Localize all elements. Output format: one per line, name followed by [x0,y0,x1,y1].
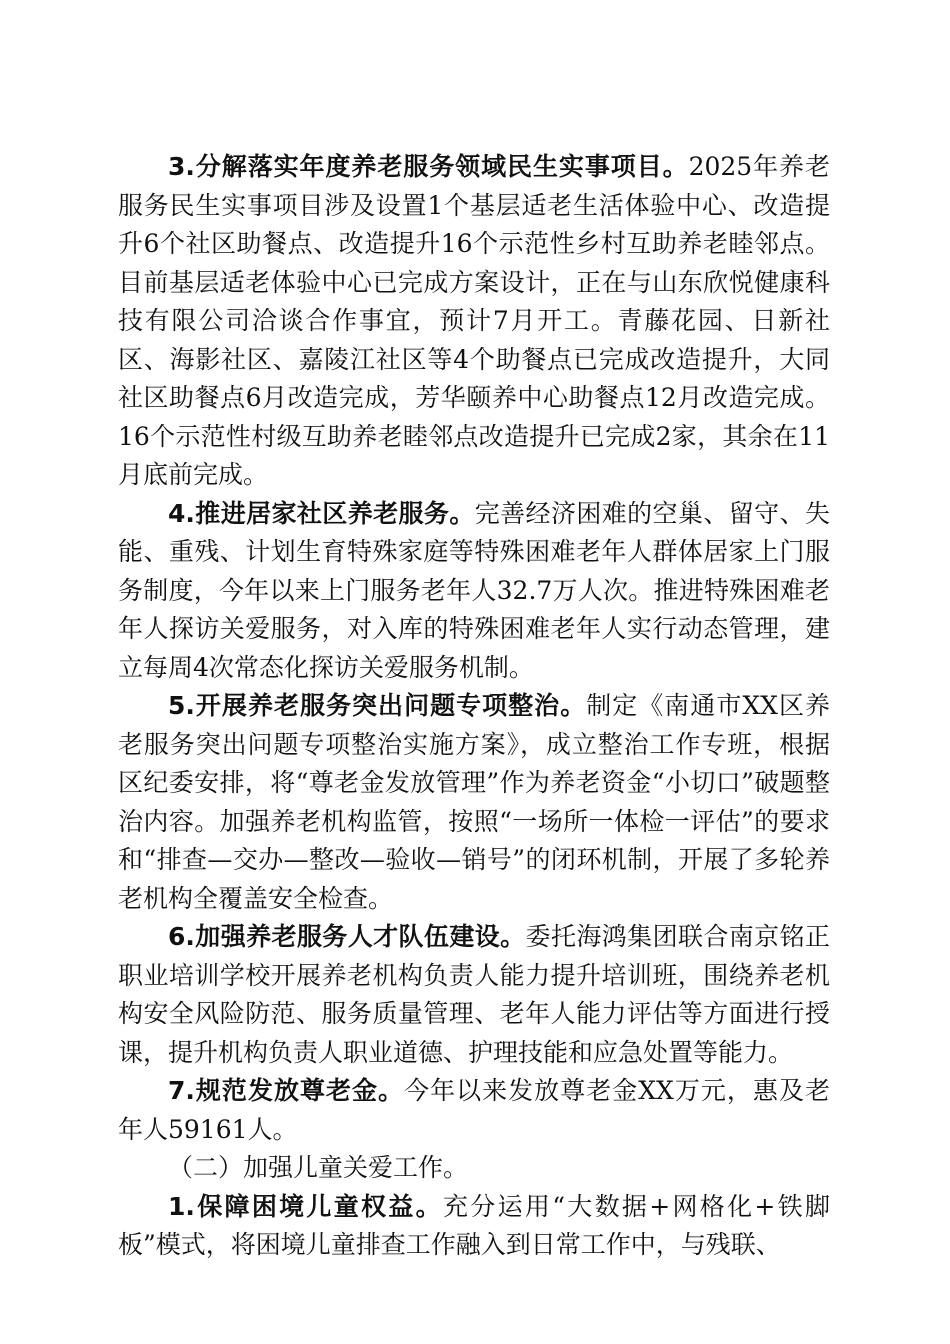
paragraph-heading: 6.加强养老服务人才队伍建设。 [168,922,526,951]
document-body [118,148,830,1265]
paragraph-5 [118,687,830,918]
paragraph-text: 今年以来发放尊老金XX万元，惠及老年人59161人。 [118,1076,830,1144]
paragraph-text: 完善经济困难的空巢、留守、失能、重残、计划生育特殊家庭等特殊困难老年人群体居家上门服务制度，今年以来上门服务老年人32.7万人次。推进特殊困难老年人探访关爱服务，对入库的特殊困难老年人实行动态管理，建立每周4次常态化探访关爱服务机制。 [118,498,830,682]
paragraph-text: 制定《南通市XX区养老服务突出问题专项整治实施方案》，成立整治工作专班，根据区纪委安排，将“尊老金发放管理”作为养老资金“小切口”破题整治内容。加强养老机构监管，按照“一场所一体检一评估”的要求和“排查—交办—整改—验收—销号”的闭环机制，开展了多轮养老机构全覆盖安全检查。 [118,691,830,913]
paragraph-text: 2025年养老服务民生实事项目涉及设置1个基层适老生活体验中心、改造提升6个社区助餐点、改造提升16个示范性乡村互助养老睦邻点。目前基层适老体验中心已完成方案设计，正在与山东欣悦健康科技有限公司洽谈合作事宜，预计7月开工。青藤花园、日新社区、海影社区、嘉陵江社区等4个助餐点已完成改造提升，大同社区助餐点6月改造完成，芳华颐养中心助餐点12月改造完成。16个示范性村级互助养老睦邻点改造提升已完成2家，其余在11月底前完成。 [118,152,830,489]
paragraph-heading: 7.规范发放尊老金。 [168,1076,405,1105]
paragraph-heading: 3.分解落实年度养老服务领域民生实事项目。 [168,152,689,181]
paragraph-7 [118,1072,830,1149]
paragraph-heading: 5.开展养老服务突出问题专项整治。 [168,691,587,720]
paragraph-3 [118,148,830,495]
paragraph-children-1 [118,1188,830,1265]
paragraph-heading: 4.推进居家社区养老服务。 [168,498,475,528]
paragraph-heading: 1.保障困境儿童权益。 [168,1191,443,1221]
section-heading: （二）加强儿童关爱工作。 [168,1153,469,1182]
paragraph-4 [118,495,830,688]
paragraph-text: 充分运用“大数据+网格化+铁脚板”模式，将困境儿童排查工作融入到日常工作中，与残联、 [118,1191,830,1259]
paragraph-text: 委托海鸿集团联合南京铭正职业培训学校开展养老机构负责人能力提升培训班，围绕养老机构安全风险防范、服务质量管理、老年人能力评估等方面进行授课，提升机构负责人职业道德、护理技能和应急处置等能力。 [118,922,830,1067]
paragraph-6 [118,918,830,1072]
